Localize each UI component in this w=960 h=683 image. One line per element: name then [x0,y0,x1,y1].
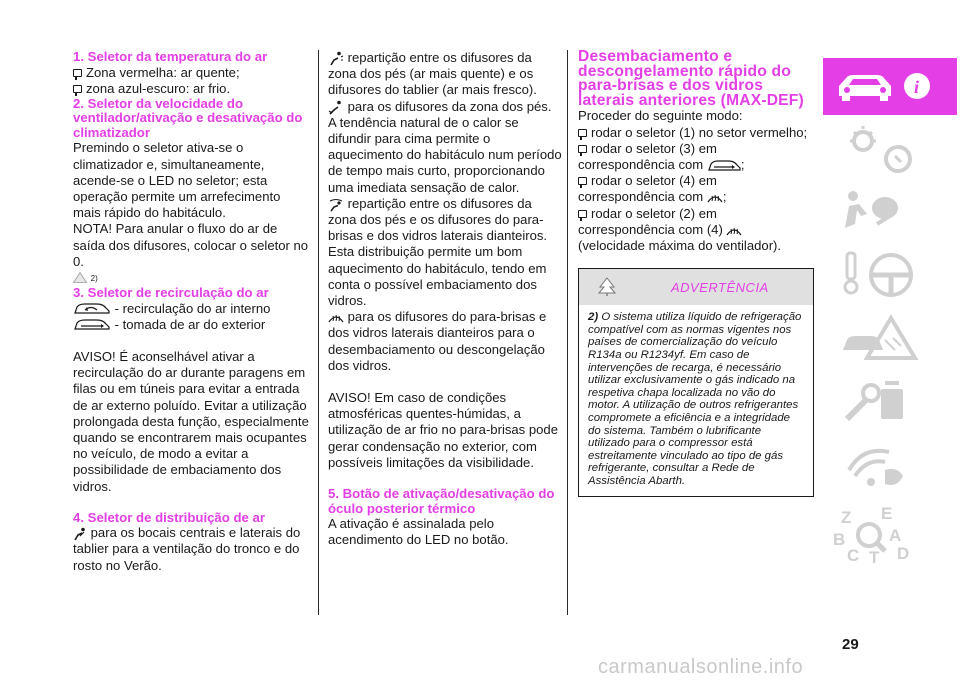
tab-maintenance[interactable] [823,373,957,430]
page-number: 29 [842,636,859,653]
watermark[interactable]: carmanualsonline.info [598,656,804,678]
warning-ref: 2) [588,311,599,324]
paragraph-face-vents: para os bocais centrais e laterais do tablier para a ventilação do tronco e do rosto no Verão. [73,525,301,573]
bullet-blue-zone: zona azul-escuro: ar frio. [73,81,311,97]
feet-and-dash-airflow-icon [328,51,344,66]
recirculation-car-icon [73,302,111,316]
bullet-icon [578,145,587,153]
warning-reference: 2) [73,270,311,286]
heading-rear-window-button: 5. Botão de ativação/desativação do óculo posterior térmico [328,486,555,516]
leaf-environment-icon [597,277,617,297]
warning-text: O sistema utiliza líquido de refrigeração compatível com as normas vigentes nos países de comercialização do veículo R134a ou R1234yf. Em caso de intervenções de recarga, é necessário utilizar exclusivamente o gás indicado na respetiva chapa localizada no vão do motor. A utilização de outros refrigerantes compromete a eficiência e a integridade do sistema. Também o lubrificante utilizado para o compressor está estreitamente vinculado ao tipo de gás refrigerante, consultar a Rede de Assistência Abarth. [588,311,802,487]
driving-icon [823,247,957,304]
column-divider [318,50,319,615]
svg-text:i: i [914,77,920,97]
heading-recirculation-selector: 3. Seletor de recirculação do ar [73,285,269,301]
bullet-red-zone: Zona vermelha: ar quente; [73,65,311,81]
warning-lights-icon [823,121,957,178]
windscreen-defrost-icon [707,191,723,204]
warning-header [579,269,813,305]
tab-warning-lights[interactable] [823,121,957,178]
paragraph-note-airflow: NOTA! Para anular o fluxo do ar de saída dos difusores, colocar o seletor no 0. [73,221,309,269]
tab-car-info[interactable] [823,58,957,115]
paragraph-fan-speed: Premindo o seletor ativa-se o climatizador e, simultaneamente, acende-se o LED no seletor; esta operação permite um arrefecimento mais rápido do habitáculo. [73,140,281,221]
bullet-icon [73,69,82,77]
column-3 [578,50,814,497]
tab-safety[interactable] [823,184,957,241]
windscreen-defrost-icon [328,311,344,324]
svg-text:C: C [847,546,860,565]
step-3-cont: correspondência com ; [578,189,727,205]
face-airflow-icon [73,527,87,541]
feet-airflow-icon [328,100,344,115]
feet-and-windscreen-airflow-icon [328,197,344,212]
step-4-note: (velocidade máxima do ventilador). [578,238,782,253]
tab-emergency[interactable] [823,310,957,367]
heading-distribution-selector: 4. Seletor de distribuição de ar [73,509,266,525]
airbag-icon [823,184,957,241]
bullet-icon [73,85,82,93]
windscreen-defrost-icon [726,224,742,237]
warning-box [578,268,814,496]
paragraph-condensation-warning: AVISO! Em caso de condições atmosféricas quentes-húmidas, a utilização de ar frio no para-brisas pode gerar condensação no exterior, com possíveis limitações da visibilidade. [328,390,558,470]
warning-title: ADVERTÊNCIA [671,280,769,296]
paragraph-intro: Proceder do seguinte modo: [578,108,743,124]
recirculation-external: - tomada de ar do exterior [73,317,311,333]
outside-air-car-icon [73,318,111,332]
column-divider [567,50,568,615]
svg-text:D: D [897,544,910,563]
svg-text:E: E [881,504,893,523]
svg-text:B: B [833,530,846,549]
step-4: rodar o seletor (2) em [578,206,814,222]
svg-text:A: A [889,526,902,545]
tab-driving[interactable] [823,247,957,304]
step-2-cont: correspondência com ; [578,156,745,172]
warning-triangle-icon [73,272,87,283]
tab-multimedia[interactable] [823,436,957,493]
paragraph-feet-windscreen: repartição entre os difusores da zona dos pés e os difusores do para-brisas e dos vidros laterais dianteiros. Esta distribuição permite um bom aquecimento do habitáculo, tendo em conta o possível embaciamento dos vidros. [328,195,548,309]
car-info-icon [823,58,957,115]
recirculation-internal: - recirculação do ar interno [73,301,311,317]
step-4-cont: correspondência com (4) [578,222,814,238]
bullet-icon [578,210,587,218]
paragraph-feet: para os difusores da zona dos pés. A tendência natural de o calor se difundir para cima permite o aquecimento do habitáculo num período de tempo mais curto, proporcionando uma imediata sensação de calor. [328,98,562,195]
paragraph-rear-window: A ativação é assinalada pelo acendimento do LED no botão. [328,516,509,548]
index-icon [823,499,957,565]
paragraph-recirculation-warning: AVISO! É aconselhável ativar a recirculação do ar durante paragens em filas ou em túneis para evitar a entrada de ar externo poluído. Evitar a utilização prolongada desta função, especialmente quando se encontrarem mais ocupantes no veículo, de modo a evitar a possibilidade de embaciamento dos vidros. [73,348,309,494]
svg-text:T: T [869,548,880,565]
column-2 [328,50,562,548]
outside-air-car-icon [707,159,741,172]
svg-text:Z: Z [841,508,852,527]
paragraph-windscreen: para os difusores do para-brisas e dos vidros laterais dianteiros para o desembaciamento ou descongelação dos vidros. [328,309,547,373]
heading-temperature-selector: 1. Seletor da temperatura do ar [73,49,268,64]
bullet-icon [578,177,587,185]
warning-body [579,305,813,495]
step-2: rodar o seletor (3) em [578,141,814,157]
maintenance-icon [823,373,957,430]
column-1 [73,50,311,574]
step-3: rodar o seletor (4) em [578,173,814,189]
multimedia-icon [823,436,957,493]
tab-index[interactable] [823,499,957,565]
bullet-icon [578,129,587,137]
step-1: rodar o seletor (1) no setor vermelho; [578,125,814,141]
paragraph-feet-dash: repartição entre os difusores da zona dos pés (ar mais quente) e os difusores do tablier (ar mais fresco). [328,50,537,98]
emergency-icon [823,310,957,367]
heading-fan-speed-selector: 2. Seletor da velocidade do ventilador/ativação e desativação do climatizador [73,95,303,140]
heading-max-def: Desembaciamento e descongelamento rápido do para-brisas e dos vidros laterais anteriores (MAX-DEF) [578,48,804,109]
